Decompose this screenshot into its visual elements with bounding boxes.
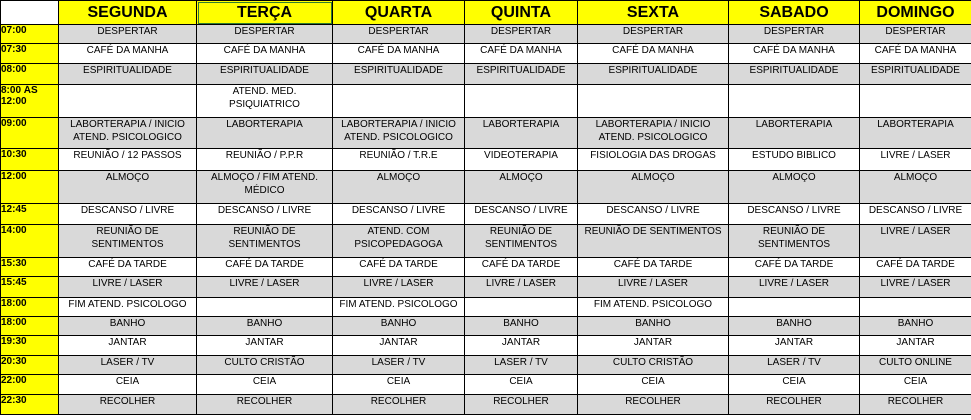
activity-cell[interactable]: BANHO (578, 317, 729, 336)
schedule-row (1, 258, 971, 277)
time-cell[interactable]: 07:30 (1, 44, 59, 64)
schedule-row (1, 277, 971, 298)
activity-cell[interactable]: JANTAR (333, 336, 465, 356)
activity-cell[interactable]: DESPERTAR (729, 25, 860, 44)
activity-cell[interactable]: DESCANSO / LIVRE (578, 204, 729, 225)
time-cell[interactable]: 22:00 (1, 375, 59, 395)
activity-cell[interactable]: LIVRE / LASER (860, 225, 971, 258)
schedule-body (1, 25, 971, 415)
activity-cell[interactable]: ESPIRITUALIDADE (729, 64, 860, 85)
activity-cell[interactable]: CULTO CRISTÃO (578, 356, 729, 375)
time-cell[interactable]: 15:30 (1, 258, 59, 277)
day-header-sabado[interactable]: SABADO (729, 1, 860, 25)
activity-cell[interactable] (197, 298, 333, 317)
time-cell[interactable]: 22:30 (1, 395, 59, 415)
activity-cell[interactable]: BANHO (729, 317, 860, 336)
activity-cell[interactable]: DESCANSO / LIVRE (59, 204, 197, 225)
schedule-row (1, 118, 971, 149)
activity-cell[interactable]: CAFÉ DA MANHA (59, 44, 197, 64)
activity-cell[interactable]: CAFÉ DA MANHA (860, 44, 971, 64)
activity-cell[interactable]: BANHO (465, 317, 578, 336)
schedule-row (1, 395, 971, 415)
activity-cell[interactable]: DESPERTAR (578, 25, 729, 44)
activity-cell[interactable]: REUNIÃO DE SENTIMENTOS (59, 225, 197, 258)
time-cell[interactable]: 20:30 (1, 356, 59, 375)
activity-cell[interactable]: ALMOÇO / FIM ATEND. MÉDICO (197, 171, 333, 204)
activity-cell[interactable]: CEIA (197, 375, 333, 395)
activity-cell[interactable]: REUNIÃO / T.R.E (333, 149, 465, 171)
activity-cell[interactable]: FIM ATEND. PSICOLOGO (578, 298, 729, 317)
activity-cell[interactable]: CAFÉ DA TARDE (333, 258, 465, 277)
time-cell[interactable]: 15:45 (1, 277, 59, 298)
activity-cell[interactable]: ESPIRITUALIDADE (578, 64, 729, 85)
activity-cell[interactable]: ESPIRITUALIDADE (465, 64, 578, 85)
activity-cell[interactable]: ALMOÇO (59, 171, 197, 204)
activity-cell[interactable]: RECOLHER (197, 395, 333, 415)
activity-cell[interactable]: CEIA (333, 375, 465, 395)
activity-cell[interactable]: DESCANSO / LIVRE (860, 204, 971, 225)
activity-cell[interactable]: JANTAR (59, 336, 197, 356)
day-header-sexta[interactable]: SEXTA (578, 1, 729, 25)
schedule-row (1, 298, 971, 317)
activity-cell[interactable]: JANTAR (860, 336, 971, 356)
activity-cell[interactable]: REUNIÃO DE SENTIMENTOS (465, 225, 578, 258)
activity-cell[interactable]: LIVRE / LASER (333, 277, 465, 298)
activity-cell[interactable]: REUNIÃO / P.P.R (197, 149, 333, 171)
activity-cell[interactable] (333, 85, 465, 118)
activity-cell[interactable]: CAFÉ DA TARDE (578, 258, 729, 277)
activity-cell[interactable]: JANTAR (465, 336, 578, 356)
activity-cell[interactable] (578, 85, 729, 118)
activity-cell[interactable] (465, 85, 578, 118)
activity-cell[interactable]: CAFÉ DA MANHA (578, 44, 729, 64)
activity-cell[interactable]: DESCANSO / LIVRE (729, 204, 860, 225)
schedule-row (1, 25, 971, 44)
activity-cell[interactable]: LASER / TV (465, 356, 578, 375)
activity-cell[interactable]: LASER / TV (729, 356, 860, 375)
activity-cell[interactable]: LABORTERAPIA (729, 118, 860, 149)
time-cell[interactable]: 09:00 (1, 118, 59, 149)
activity-cell[interactable]: FIM ATEND. PSICOLOGO (59, 298, 197, 317)
activity-cell[interactable]: DESPERTAR (860, 25, 971, 44)
header-row (1, 1, 971, 25)
activity-cell[interactable]: DESPERTAR (465, 25, 578, 44)
time-cell[interactable]: 10:30 (1, 149, 59, 171)
time-cell[interactable]: 18:00 (1, 298, 59, 317)
activity-cell[interactable]: RECOLHER (729, 395, 860, 415)
activity-cell[interactable]: LABORTERAPIA / INICIO ATEND. PSICOLOGICO (333, 118, 465, 149)
activity-cell[interactable]: DESPERTAR (333, 25, 465, 44)
schedule-row (1, 171, 971, 204)
activity-cell[interactable]: LIVRE / LASER (59, 277, 197, 298)
activity-cell[interactable]: DESCANSO / LIVRE (333, 204, 465, 225)
activity-cell[interactable]: BANHO (197, 317, 333, 336)
activity-cell[interactable]: CEIA (860, 375, 971, 395)
activity-cell[interactable]: BANHO (860, 317, 971, 336)
activity-cell[interactable]: JANTAR (578, 336, 729, 356)
activity-cell[interactable]: RECOLHER (59, 395, 197, 415)
activity-cell[interactable]: CEIA (729, 375, 860, 395)
activity-cell[interactable]: CEIA (59, 375, 197, 395)
activity-cell[interactable]: ATEND. MED. PSIQUIATRICO (197, 85, 333, 118)
activity-cell[interactable]: LIVRE / LASER (729, 277, 860, 298)
activity-cell[interactable]: CAFÉ DA MANHA (465, 44, 578, 64)
activity-cell[interactable]: CAFÉ DA TARDE (465, 258, 578, 277)
activity-cell[interactable]: CAFÉ DA MANHA (333, 44, 465, 64)
activity-cell[interactable]: VIDEOTERAPIA (465, 149, 578, 171)
schedule-row (1, 356, 971, 375)
activity-cell[interactable]: LABORTERAPIA (197, 118, 333, 149)
schedule-row (1, 149, 971, 171)
activity-cell[interactable] (729, 85, 860, 118)
activity-cell[interactable] (860, 85, 971, 118)
day-header-segunda[interactable]: SEGUNDA (59, 1, 197, 25)
schedule-row (1, 64, 971, 85)
activity-cell[interactable]: CAFÉ DA TARDE (729, 258, 860, 277)
time-cell[interactable]: 07:00 (1, 25, 59, 44)
activity-cell[interactable]: ESPIRITUALIDADE (860, 64, 971, 85)
activity-cell[interactable]: REUNIÃO DE SENTIMENTOS (197, 225, 333, 258)
activity-cell[interactable]: LIVRE / LASER (465, 277, 578, 298)
activity-cell[interactable]: CEIA (578, 375, 729, 395)
activity-cell[interactable]: REUNIÃO DE SENTIMENTOS (578, 225, 729, 258)
activity-cell[interactable]: LABORTERAPIA (860, 118, 971, 149)
day-header-terca[interactable]: TERÇA (197, 1, 333, 25)
schedule-row (1, 44, 971, 64)
activity-cell[interactable]: CAFÉ DA MANHA (729, 44, 860, 64)
activity-cell[interactable]: LIVRE / LASER (578, 277, 729, 298)
day-header-domingo[interactable]: DOMINGO (860, 1, 971, 25)
activity-cell[interactable]: ALMOÇO (729, 171, 860, 204)
activity-cell[interactable] (729, 298, 860, 317)
activity-cell[interactable]: LABORTERAPIA / INICIO ATEND. PSICOLOGICO (59, 118, 197, 149)
day-header-quarta[interactable]: QUARTA (333, 1, 465, 25)
activity-cell[interactable]: LABORTERAPIA (465, 118, 578, 149)
corner-cell[interactable] (1, 1, 59, 25)
activity-cell[interactable]: ALMOÇO (465, 171, 578, 204)
activity-cell[interactable]: DESCANSO / LIVRE (465, 204, 578, 225)
schedule-row (1, 204, 971, 225)
activity-cell[interactable]: CULTO ONLINE (860, 356, 971, 375)
activity-cell[interactable]: JANTAR (197, 336, 333, 356)
time-cell[interactable]: 14:00 (1, 225, 59, 258)
activity-cell[interactable]: LIVRE / LASER (860, 277, 971, 298)
activity-cell[interactable]: CAFÉ DA TARDE (860, 258, 971, 277)
schedule-row (1, 375, 971, 395)
time-cell[interactable]: 18:00 (1, 317, 59, 336)
activity-cell[interactable]: JANTAR (729, 336, 860, 356)
activity-cell[interactable]: CAFÉ DA MANHA (197, 44, 333, 64)
schedule-row (1, 85, 971, 118)
activity-cell[interactable]: REUNIÃO DE SENTIMENTOS (729, 225, 860, 258)
activity-cell[interactable]: ESPIRITUALIDADE (197, 64, 333, 85)
activity-cell[interactable]: ALMOÇO (578, 171, 729, 204)
activity-cell[interactable]: FISIOLOGIA DAS DROGAS (578, 149, 729, 171)
activity-cell[interactable]: DESPERTAR (197, 25, 333, 44)
activity-cell[interactable]: ESTUDO BIBLICO (729, 149, 860, 171)
activity-cell[interactable]: RECOLHER (465, 395, 578, 415)
activity-cell[interactable]: FIM ATEND. PSICOLOGO (333, 298, 465, 317)
time-cell[interactable]: 19:30 (1, 336, 59, 356)
activity-cell[interactable]: REUNIÃO / 12 PASSOS (59, 149, 197, 171)
activity-cell[interactable]: BANHO (333, 317, 465, 336)
time-cell[interactable]: 08:00 (1, 64, 59, 85)
activity-cell[interactable]: RECOLHER (578, 395, 729, 415)
activity-cell[interactable]: DESPERTAR (59, 25, 197, 44)
activity-cell[interactable]: LABORTERAPIA / INICIO ATEND. PSICOLOGICO (578, 118, 729, 149)
schedule-row (1, 225, 971, 258)
activity-cell[interactable] (465, 298, 578, 317)
time-cell[interactable]: 12:45 (1, 204, 59, 225)
activity-cell[interactable]: RECOLHER (333, 395, 465, 415)
activity-cell[interactable]: CAFÉ DA TARDE (197, 258, 333, 277)
activity-cell[interactable]: DESCANSO / LIVRE (197, 204, 333, 225)
activity-cell[interactable]: CULTO CRISTÃO (197, 356, 333, 375)
time-cell[interactable]: 8:00 ÁS 12:00 (1, 85, 59, 118)
activity-cell[interactable] (860, 298, 971, 317)
activity-cell[interactable]: RECOLHER (860, 395, 971, 415)
activity-cell[interactable]: LASER / TV (333, 356, 465, 375)
schedule-row (1, 336, 971, 356)
activity-cell[interactable]: ALMOÇO (860, 171, 971, 204)
time-cell[interactable]: 12:00 (1, 171, 59, 204)
activity-cell[interactable]: CEIA (465, 375, 578, 395)
activity-cell[interactable]: LIVRE / LASER (860, 149, 971, 171)
activity-cell[interactable]: ESPIRITUALIDADE (59, 64, 197, 85)
schedule-row (1, 317, 971, 336)
activity-cell[interactable]: ATEND. COM PSICOPEDAGOGA (333, 225, 465, 258)
activity-cell[interactable]: LIVRE / LASER (197, 277, 333, 298)
activity-cell[interactable]: CAFÉ DA TARDE (59, 258, 197, 277)
activity-cell[interactable]: LASER / TV (59, 356, 197, 375)
activity-cell[interactable]: BANHO (59, 317, 197, 336)
activity-cell[interactable] (59, 85, 197, 118)
day-header-quinta[interactable]: QUINTA (465, 1, 578, 25)
activity-cell[interactable]: ESPIRITUALIDADE (333, 64, 465, 85)
activity-cell[interactable]: ALMOÇO (333, 171, 465, 204)
